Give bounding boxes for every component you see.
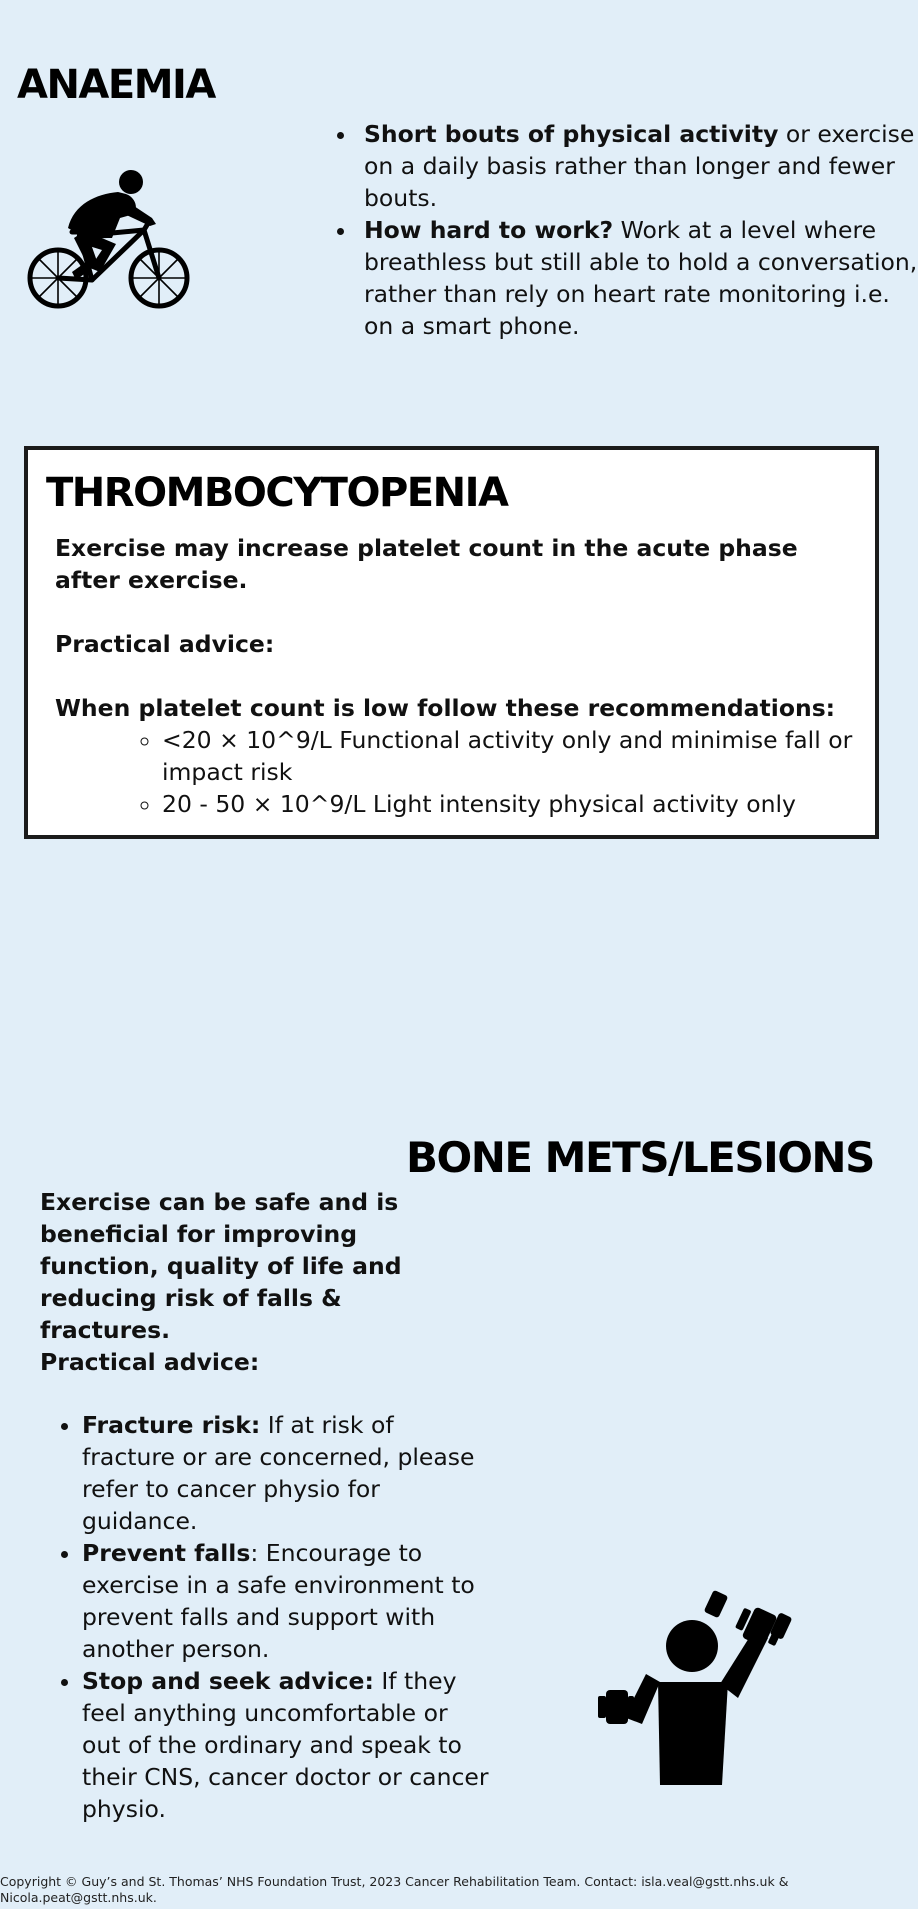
list-item: ◦ <20 × 10^9/L Functional activity only and minimise fall or impact risk: [162, 724, 872, 788]
bullet-text: or exercise on a daily basis rather than longer and fewer bouts.: [364, 120, 915, 212]
bullet-text: : Encourage to exercise in a safe environment to prevent falls and support with another person.: [82, 1539, 475, 1663]
recommendations-heading: When platelet count is low follow these recommendations:: [55, 694, 836, 722]
thrombocytopenia-panel: [24, 446, 879, 839]
anaemia-advice-list: [322, 118, 918, 342]
list-item: [82, 1409, 492, 1537]
bone-mets-intro: Exercise can be safe and is beneficial for improving function, quality of life and reducing risk of falls & fractures.: [40, 1188, 402, 1344]
thrombocytopenia-intro: Exercise may increase platelet count in the acute phase after exercise.: [55, 534, 798, 594]
bullet-bold-text: Fracture risk:: [82, 1411, 261, 1439]
platelet-recommendations-list: [138, 724, 872, 820]
list-item: [358, 214, 918, 342]
bone-mets-advice-list: [40, 1409, 492, 1825]
bullet-text: If at risk of fracture or are concerned, please refer to cancer physio for guidance.: [82, 1411, 475, 1535]
bullet-text: Work at a level where breathless but still able to hold a conversation, rather than rely on heart rate monitoring i.e. on a smart phone.: [364, 216, 918, 340]
bone-mets-title: BONE METS/LESIONS: [406, 1133, 874, 1182]
bullet-text: If they feel anything uncomfortable or out of the ordinary and speak to their CNS, cancer doctor or cancer physio.: [82, 1667, 489, 1823]
practical-advice-heading: Practical advice:: [40, 1348, 260, 1376]
thrombocytopenia-title: THROMBOCYTOPENIA: [46, 470, 508, 516]
list-item: [82, 1665, 492, 1825]
bullet-bold-text: How hard to work?: [364, 216, 614, 244]
weightlifter-icon: [588, 1590, 793, 1785]
bullet-bold-text: Short bouts of physical activity: [364, 120, 779, 148]
practical-advice-heading: Practical advice:: [55, 630, 275, 658]
list-item: ◦ 20 - 50 × 10^9/L Light intensity physical activity only: [162, 788, 872, 820]
copyright-footer: Copyright © Guy’s and St. Thomas’ NHS Foundation Trust, 2023 Cancer Rehabilitation Team. Contact: isla.veal@gstt.nhs.uk & Nicola.peat@gstt.nhs.uk.: [0, 1874, 789, 1905]
anaemia-title: ANAEMIA: [17, 62, 215, 108]
list-item: [358, 118, 918, 214]
bullet-bold-text: Stop and seek advice:: [82, 1667, 374, 1695]
list-item: [82, 1537, 492, 1665]
cyclist-icon: [26, 168, 194, 318]
bullet-bold-text: Prevent falls: [82, 1539, 251, 1567]
